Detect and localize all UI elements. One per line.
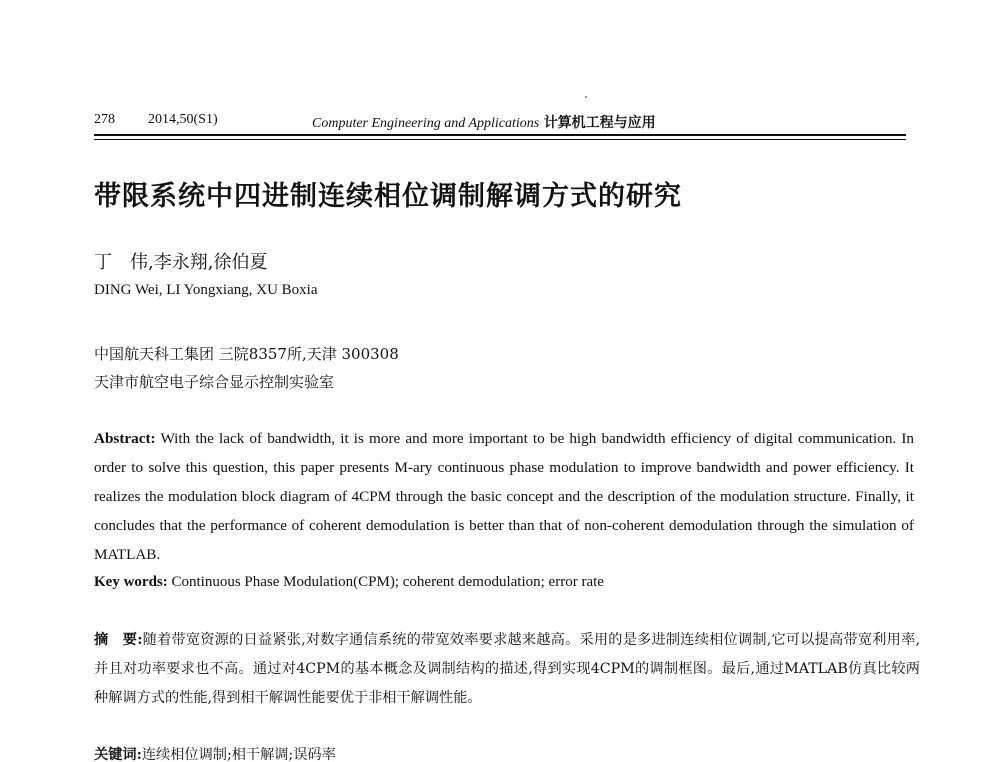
affiliation-line-2: 天津市航空电子综合显示控制实验室 (94, 373, 335, 391)
journal-issue: 2014,50(S1) (148, 112, 218, 127)
header-rule-thin (94, 139, 906, 140)
journal-name-en: Computer Engineering and Applications (312, 116, 540, 131)
running-header (94, 110, 906, 136)
abstract-english (94, 424, 914, 569)
scan-speck (585, 96, 587, 98)
keywords-label: Key words: (94, 574, 168, 590)
abstract-zh-label: 摘 要: (94, 632, 143, 648)
keywords-zh-text: 连续相位调制;相干解调;误码率 (141, 747, 336, 762)
authors-chinese: 丁 伟,李永翔,徐伯夏 (94, 252, 268, 273)
abstract-zh-text: 随着带宽资源的日益紧张,对数字通信系统的带宽效率要求越来越高。采用的是多进制连续相位调制,它可以提高带宽利用率,并且对功率要求也不高。通过对4CPM的基本概念及调制结构的描述,得到实现4CPM的调制框图。最后,通过MATLAB仿真比较两种解调方式的性能,得到相干解调性能要优于非相干解调性能。 (94, 632, 920, 706)
keywords-text: Continuous Phase Modulation(CPM); coherent demodulation; error rate (171, 574, 604, 590)
paper-title: 带限系统中四进制连续相位调制解调方式的研究 (94, 181, 682, 212)
abstract-text: With the lack of bandwidth, it is more and more important to be high bandwidth efficiency of digital communication. In order to solve this question, this paper presents M-ary continuous phase modulation to improve bandwidth and power efficiency. It realizes the modulation block diagram of 4CPM through the basic concept and the description of the modulation structure. Finally, it concludes that the performance of coherent demodulation is better than that of non-coherent demodulation through the simulation of MATLAB. (94, 430, 914, 563)
keywords-zh-label: 关键词: (94, 747, 142, 762)
keywords-chinese (94, 744, 336, 762)
authors-english: DING Wei, LI Yongxiang, XU Boxia (94, 282, 318, 298)
abstract-label: Abstract: (94, 430, 156, 447)
abstract-chinese (94, 626, 920, 713)
journal-name-zh: 计算机工程与应用 (543, 115, 656, 131)
affiliation-line-1: 中国航天科工集团 三院8357所,天津 300308 (94, 345, 399, 363)
keywords-english (94, 574, 914, 591)
header-rule-thick (94, 134, 906, 136)
page-number: 278 (94, 112, 115, 127)
journal-name (312, 112, 656, 132)
